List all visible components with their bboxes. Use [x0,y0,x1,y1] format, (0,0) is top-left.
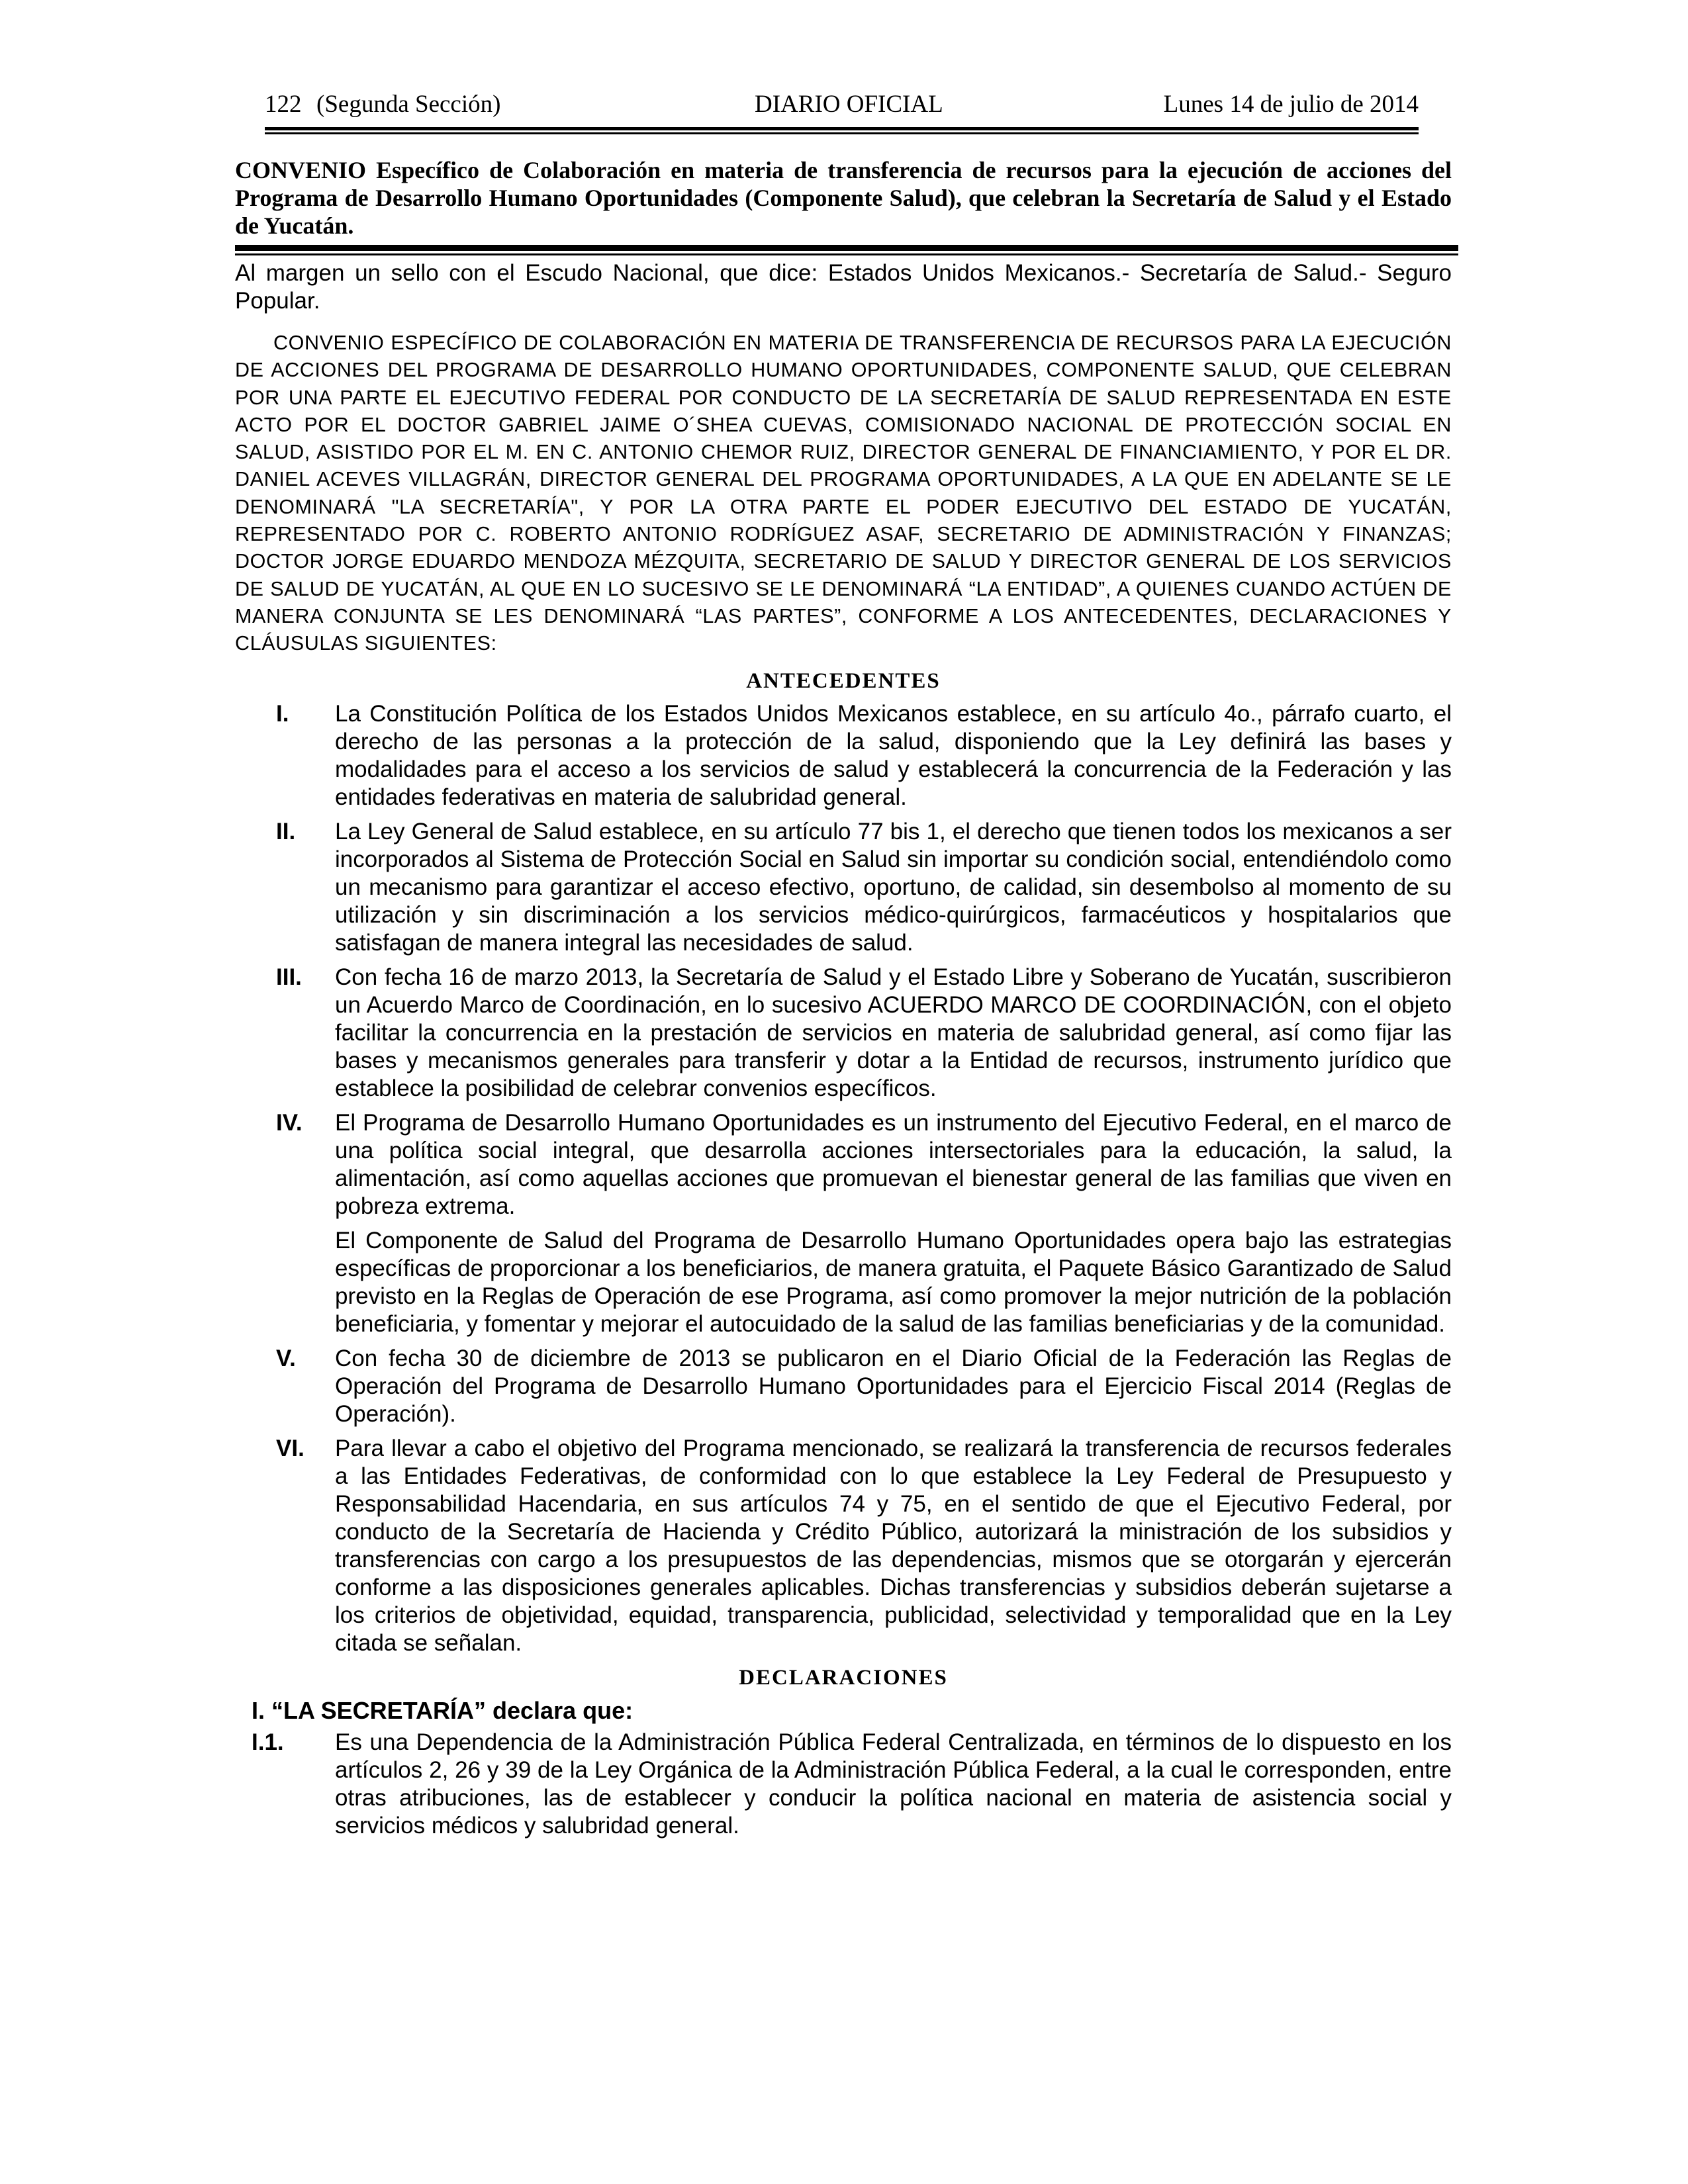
antecedente-item [235,1109,1452,1338]
item-text: La Ley General de Salud establece, en su artículo 77 bis 1, el derecho que tienen todos los mexicanos a ser incorporados al Sistema de Protección Social en Salud sin importar su condición social, entendiéndolo como un mecanismo para garantizar el acceso efectivo, oportuno, de calidad, sin desembolso al momento de su utilización y sin discriminación a los servicios médico-quirúrgicos, farmacéuticos y hospitalarios que satisfagan de manera integral las necesidades de salud. [335,818,1452,956]
item-text: El Programa de Desarrollo Humano Oportunidades es un instrumento del Ejecutivo Federal, en el marco de una política social integral, que desarrolla acciones intersectoriales para la educación, la salud, la alimentación, así como aquellas acciones que promuevan el bienestar general de las familias que viven en pobreza extrema. [335,1109,1452,1219]
declaring-party-heading: I. “LA SECRETARÍA” declara que: [252,1696,633,1724]
item-number: VI. [276,1435,305,1461]
publication-name: DIARIO OFICIAL [755,91,943,118]
item-number: II. [276,818,296,844]
item-text: El Componente de Salud del Programa de Desarrollo Humano Oportunidades opera bajo las estrategias específicas de proporcionar a los beneficiarios, de manera gratuita, el Paquete Básico Garantizado de Salud previsto en la Reglas de Operación de ese Programa, así como promover la mejor nutrición de la población beneficiaria, y fomentar y mejorar el autocuidado de la salud de las familias beneficiarias y de la comunidad. [335,1227,1452,1337]
antecedente-item [235,1435,1452,1657]
antecedente-item [235,818,1452,957]
title-lead: CONVENIO [235,157,367,183]
item-text: Con fecha 16 de marzo 2013, la Secretaría de Salud y el Estado Libre y Soberano de Yucatán, suscribieron un Acuerdo Marco de Coordinación, en lo sucesivo ACUERDO MARCO DE COORDINACIÓN, con el objeto facilitar la concurrencia en la prestación de servicios en materia de salubridad general, así como fijar las bases y mecanismos generales para transferir y dotar a la Entidad de recursos, instrumento jurídico que establece la posibilidad de celebrar convenios específicos. [335,964,1452,1101]
item-text: Es una Dependencia de la Administración Pública Federal Centralizada, en términos de lo dispuesto en los artículos 2, 26 y 39 de la Ley Orgánica de la Administración Pública Federal, a la cual le corresponden, entre otras atribuciones, las de establecer y conducir la política nacional en materia de asistencia social y servicios médicos y salubridad general. [335,1729,1452,1839]
declaracion-item [235,1729,1452,1840]
header-double-rule [265,127,1419,134]
seal-note: Al margen un sello con el Escudo Nacional, que dice: Estados Unidos Mexicanos.- Secretaría de Salud.- Seguro Popular. [235,260,1452,314]
section-heading-antecedentes: ANTECEDENTES [746,668,941,693]
title-double-rule [235,245,1458,255]
page-header [265,90,1419,119]
item-number: I.1. [252,1729,284,1755]
antecedente-item [235,1345,1452,1428]
document-body [235,259,1452,1846]
section-heading-declaraciones: DECLARACIONES [739,1665,948,1690]
document-title [235,156,1452,240]
publication-date: Lunes 14 de julio de 2014 [1163,91,1419,118]
item-number: V. [276,1345,296,1371]
item-text: Con fecha 30 de diciembre de 2013 se publicaron en el Diario Oficial de la Federación las Reglas de Operación del Programa de Desarrollo Humano Oportunidades para el Ejercicio Fiscal 2014 (Reglas de Operación). [335,1345,1452,1427]
antecedente-item [235,700,1452,811]
antecedente-item [235,964,1452,1103]
item-text: Para llevar a cabo el objetivo del Programa mencionado, se realizará la transferencia de recursos federales a las Entidades Federativas, de conformidad con lo que establece la Ley Federal de Presupuesto y Responsabilidad Hacendaria, en sus artículos 74 y 75, en el sentido de que el Ejecutivo Federal, por conducto de la Secretaría de Hacienda y Crédito Público, autorizará la ministración de los subsidios y transferencias con cargo a los presupuestos de las dependencias, mismos que se otorgarán y ejercerán conforme a las disposiciones generales aplicables. Dichas transferencias y subsidios deberán sujetarse a los criterios de objetividad, equidad, transparencia, publicidad, selectividad y temporalidad que en la Ley citada se señalan. [335,1435,1452,1656]
section-label: (Segunda Sección) [316,91,501,118]
item-number: III. [276,964,302,990]
title-rest: Específico de Colaboración en materia de transferencia de recursos para la ejecución de acciones del Programa de Desarrollo Humano Oportunidades (Componente Salud), que celebran la Secretaría de Salud y el Estado de Yucatán. [235,157,1452,239]
item-number: I. [276,700,289,727]
intro-paragraph: CONVENIO ESPECÍFICO DE COLABORACIÓN EN MATERIA DE TRANSFERENCIA DE RECURSOS PARA LA EJECUCIÓN DE ACCIONES DEL PROGRAMA DE DESARROLLO HUMANO OPORTUNIDADES, COMPONENTE SALUD, QUE CELEBRAN POR UNA PARTE EL EJECUTIVO FEDERAL POR CONDUCTO DE LA SECRETARÍA DE SALUD REPRESENTADA EN ESTE ACTO POR EL DOCTOR GABRIEL JAIME O´SHEA CUEVAS, COMISIONADO NACIONAL DE PROTECCIÓN SOCIAL EN SALUD, ASISTIDO POR EL M. EN C. ANTONIO CHEMOR RUIZ, DIRECTOR GENERAL DE FINANCIAMIENTO, Y POR EL DR. DANIEL ACEVES VILLAGRÁN, DIRECTOR GENERAL DEL PROGRAMA OPORTUNIDADES, A LA QUE EN ADELANTE SE LE DENOMINARÁ "LA SECRETARÍA", Y POR LA OTRA PARTE EL PODER EJECUTIVO DEL ESTADO DE YUCATÁN, REPRESENTADO POR C. ROBERTO ANTONIO RODRÍGUEZ ASAF, SECRETARIO DE ADMINISTRACIÓN Y FINANZAS; DOCTOR JORGE EDUARDO MENDOZA MÉZQUITA, SECRETARIO DE SALUD Y DIRECTOR GENERAL DE LOS SERVICIOS DE SALUD DE YUCATÁN, AL QUE EN LO SUCESIVO SE LE DENOMINARÁ “LA ENTIDAD”, A QUIENES CUANDO ACTÚEN DE MANERA CONJUNTA SE LES DENOMINARÁ “LAS PARTES”, CONFORME A LOS ANTECEDENTES, DECLARACIONES Y CLÁUSULAS SIGUIENTES: [235,332,1452,655]
item-text: La Constitución Política de los Estados Unidos Mexicanos establece, en su artículo 4o., párrafo cuarto, el derecho de las personas a la protección de la salud, disponiendo que la Ley definirá las bases y modalidades para el acceso a los servicios de salud y establecerá la concurrencia de la Federación y las entidades federativas en materia de salubridad general. [335,700,1452,810]
page-number: 122 [265,91,302,118]
item-number: IV. [276,1109,303,1136]
